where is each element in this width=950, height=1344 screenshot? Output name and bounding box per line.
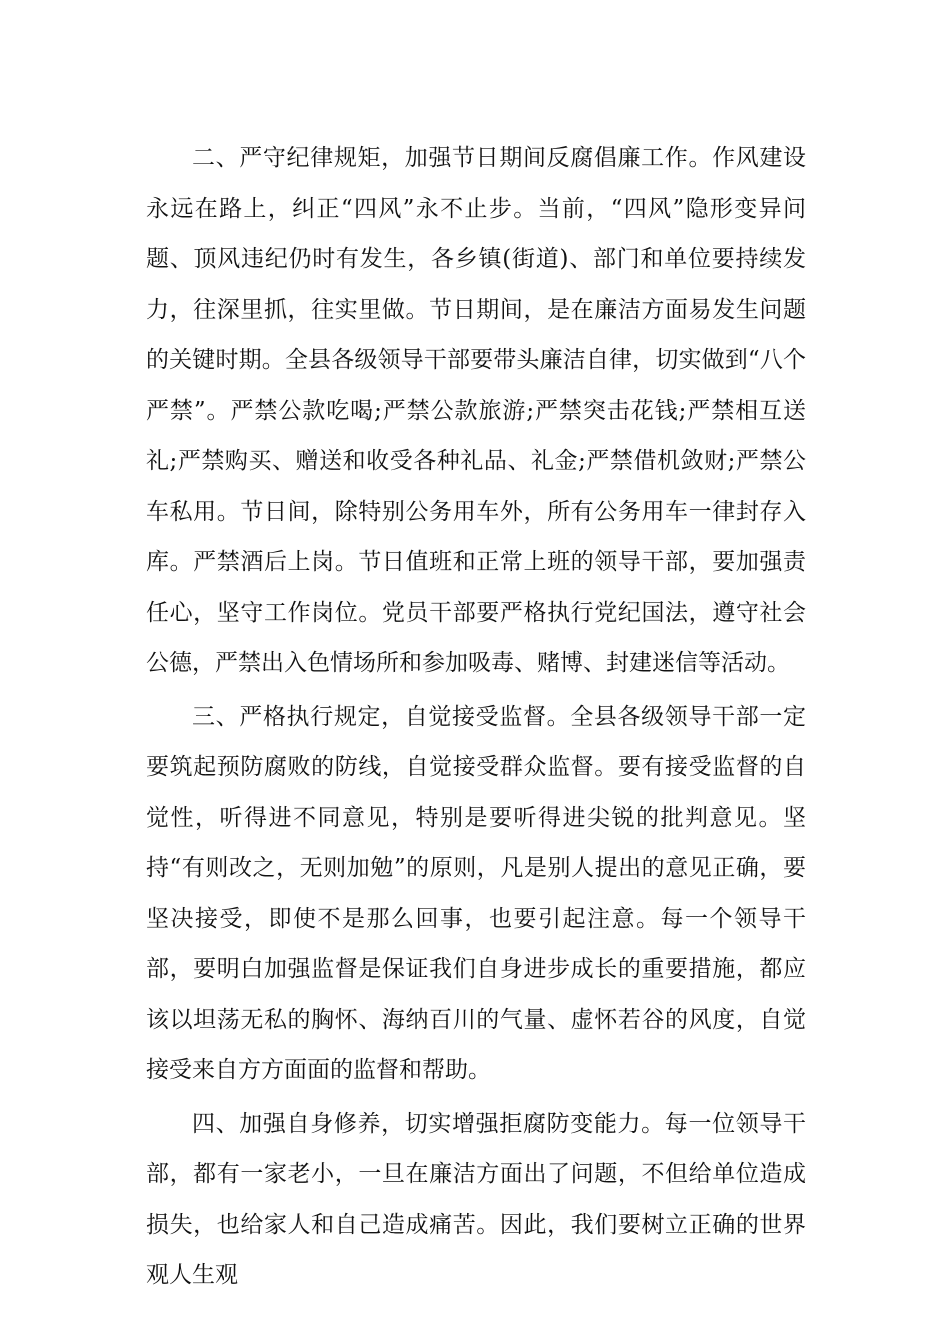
document-body <box>146 133 806 1304</box>
paragraph-section-2: 二、严守纪律规矩，加强节日期间反腐倡廉工作。作风建设永远在路上，纠正“四风”永不止步。当前，“四风”隐形变异问题、顶风违纪仍时有发生，各乡镇(街道)、部门和单位要持续发力，往深里抓，往实里做。节日期间，是在廉洁方面易发生问题的关键时期。全县各级领导干部要带头廉洁自律，切实做到“八个严禁”。严禁公款吃喝;严禁公款旅游;严禁突击花钱;严禁相互送礼;严禁购买、赠送和收受各种礼品、礼金;严禁借机敛财;严禁公车私用。节日间，除特别公务用车外，所有公务用车一律封存入库。严禁酒后上岗。节日值班和正常上班的领导干部，要加强责任心，坚守工作岗位。党员干部要严格执行党纪国法，遵守社会公德，严禁出入色情场所和参加吸毒、赌博、封建迷信等活动。 <box>146 145 806 676</box>
paragraph-section-4: 四、加强自身修养，切实增强拒腐防变能力。每一位领导干部，都有一家老小，一旦在廉洁方面出了问题，不但给单位造成损失，也给家人和自己造成痛苦。因此，我们要树立正确的世界观人生观 <box>146 1110 806 1288</box>
paragraph-section-3: 三、严格执行规定，自觉接受监督。全县各级领导干部一定要筑起预防腐败的防线，自觉接受群众监督。要有接受监督的自觉性，听得进不同意见，特别是要听得进尖锐的批判意见。坚持“有则改之，无则加勉”的原则，凡是别人提出的意见正确，要坚决接受，即使不是那么回事，也要引起注意。每一个领导干部，要明白加强监督是保证我们自身进步成长的重要措施，都应该以坦荡无私的胸怀、海纳百川的气量、虚怀若谷的风度，自觉接受来自方方面面的监督和帮助。 <box>146 703 806 1083</box>
